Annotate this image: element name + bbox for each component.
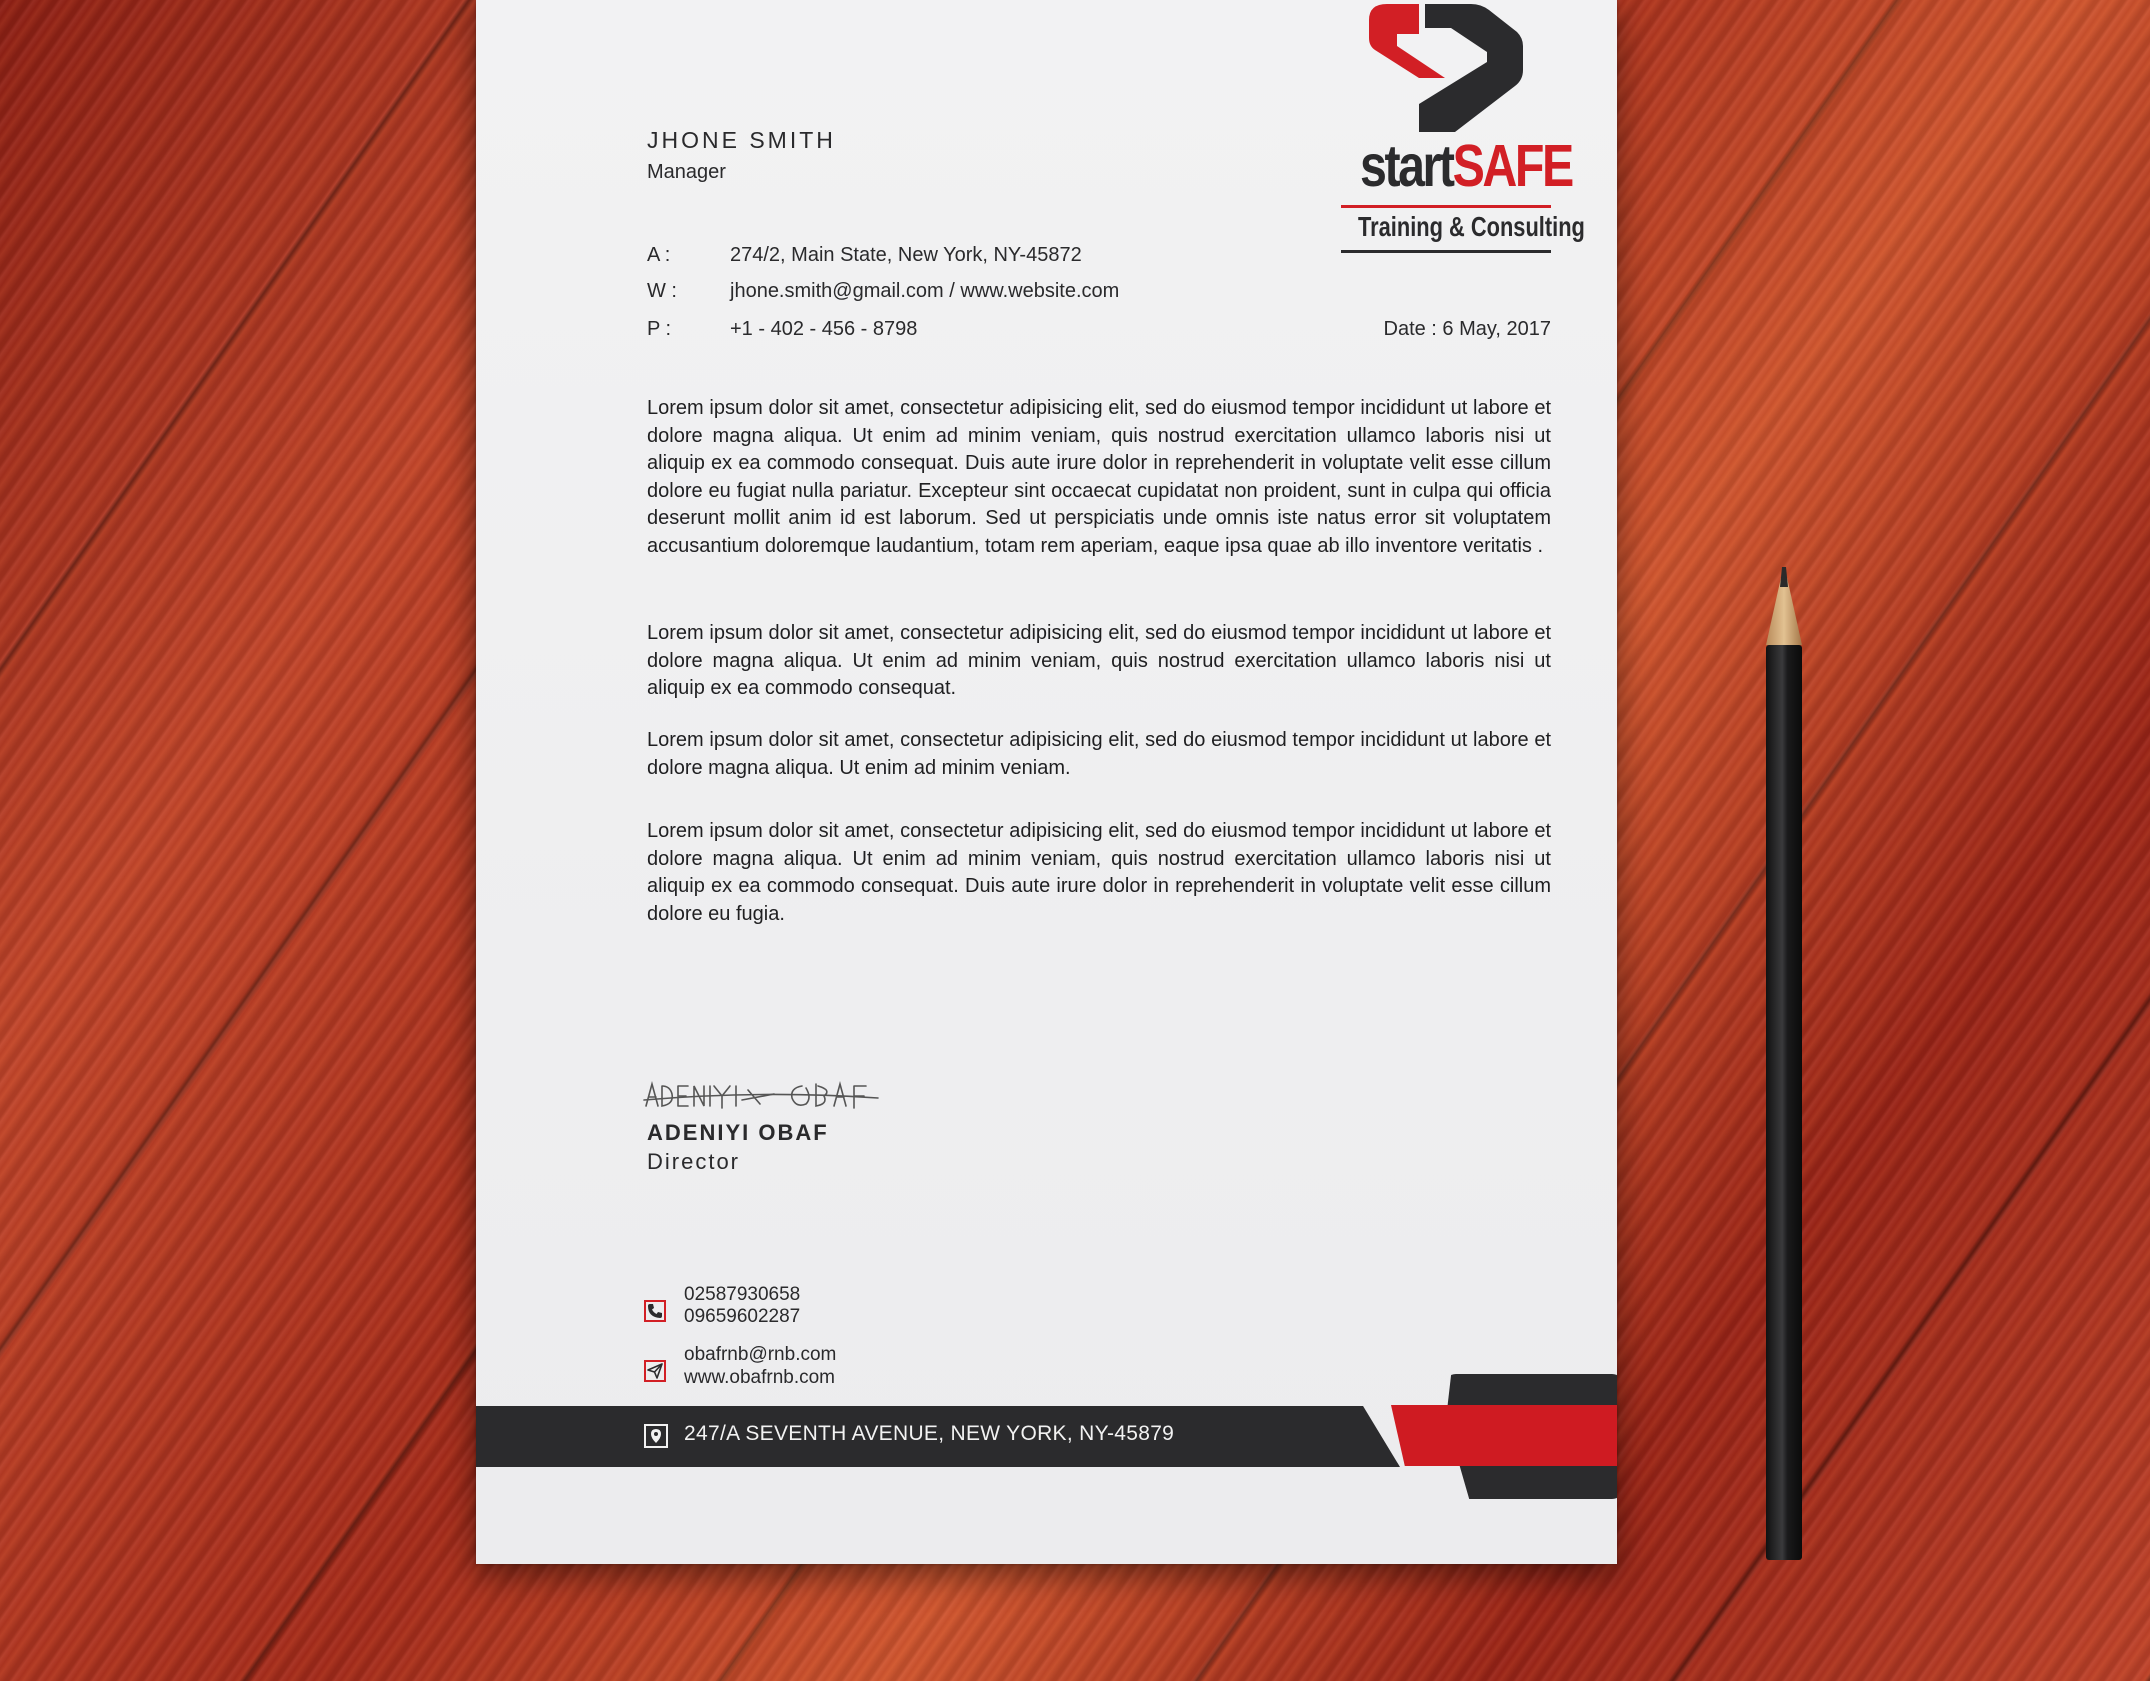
location-pin-icon [644, 1424, 668, 1448]
letter-date: Date : 6 May, 2017 [1383, 318, 1551, 340]
phone-value: +1 - 402 - 456 - 8798 [730, 318, 918, 340]
footer-accent-red [1391, 1405, 1617, 1466]
logo-rule-dark [1341, 250, 1551, 253]
startsafe-wordmark [1360, 133, 1572, 199]
footer-website: www.obafrnb.com [684, 1367, 836, 1388]
letterhead-paper [476, 0, 1617, 1564]
wordmark-start: start [1360, 133, 1453, 199]
footer-phone-1: 02587930658 [684, 1284, 801, 1305]
pencil [1762, 565, 1806, 1565]
wordmark-safe: SAFE [1452, 133, 1572, 199]
sender-name: JHONE SMITH [647, 127, 836, 153]
footer-address: 247/A SEVENTH AVENUE, NEW YORK, NY-45879 [684, 1422, 1175, 1445]
address-value: 274/2, Main State, New York, NY-45872 [730, 244, 1082, 266]
sender-title: Manager [647, 161, 726, 183]
signer-name: ADENIYI OBAF [647, 1120, 829, 1145]
web-value: jhone.smith@gmail.com / www.website.com [730, 280, 1120, 302]
footer-email: obafrnb@rnb.com [684, 1344, 837, 1365]
logo-rule-red [1341, 205, 1551, 208]
signer-title: Director [647, 1149, 741, 1174]
body-paragraph: Lorem ipsum dolor sit amet, consectetur adipisicing elit, sed do eiusmod tempor incididunt ut labore et dolore magna aliqua. Ut enim ad minim veniam, quis nostrud exercitation ullamco laboris nisi ut aliquip ex ea commodo consequat. Duis aute irure dolor in reprehenderit in voluptate velit esse cillum dolore eu fugia. [647, 820, 1551, 925]
handwritten-signature [642, 1070, 882, 1118]
phone-icon [644, 1300, 666, 1322]
web-key: W : [647, 280, 677, 302]
address-key: A : [647, 244, 671, 266]
send-icon [644, 1360, 666, 1382]
body-paragraph: Lorem ipsum dolor sit amet, consectetur adipisicing elit, sed do eiusmod tempor incididunt ut labore et dolore magna aliqua. Ut enim ad minim veniam, quis nostrud exercitation ullamco laboris nisi ut aliquip ex ea commodo consequat. [647, 622, 1551, 699]
logo-tagline: Training & Consulting [1358, 211, 1585, 242]
body-paragraph: Lorem ipsum dolor sit amet, consectetur adipisicing elit, sed do eiusmod tempor incididunt ut labore et dolore magna aliqua. Ut enim ad minim veniam, quis nostrud exercitation ullamco laboris nisi ut aliquip ex ea commodo consequat. Duis aute irure dolor in reprehenderit in voluptate velit esse cillum dolore eu fugiat nulla pariatur. Excepteur sint occaecat cupidatat non proident, sunt in culpa qui officia deserunt mollit anim id est laborum. Sed ut perspiciatis unde omnis iste natus error sit voluptatem accusantium doloremque laudantium, totam rem aperiam, eaque ipsa quae ab illo inventore veritatis . [647, 397, 1551, 557]
footer-phone-2: 09659602287 [684, 1306, 801, 1327]
body-paragraph: Lorem ipsum dolor sit amet, consectetur adipisicing elit, sed do eiusmod tempor incididunt ut labore et dolore magna aliqua. Ut enim ad minim veniam. [647, 729, 1551, 779]
phone-key: P : [647, 318, 672, 340]
startsafe-logo-mark [1367, 0, 1523, 138]
